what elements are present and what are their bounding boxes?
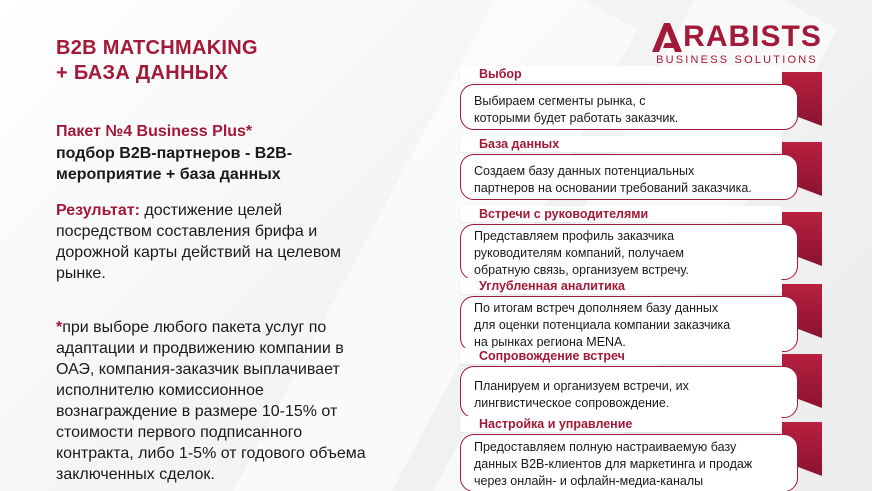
step-description bbox=[460, 366, 798, 418]
package-description-line: мероприятие + база данных bbox=[56, 166, 281, 183]
step-description bbox=[460, 224, 798, 280]
step-line: на рынках региона MENA. bbox=[474, 334, 626, 349]
logo-text: RABISTS bbox=[683, 20, 822, 53]
result-block bbox=[56, 200, 396, 284]
step-line: лингвистическое сопровождение. bbox=[474, 395, 670, 410]
footnote-line: исполнителю комиссионное bbox=[56, 382, 264, 399]
step-line: которыми будет работать заказчик. bbox=[474, 110, 679, 125]
step-title: Встречи с руководителями bbox=[460, 206, 782, 222]
step-description bbox=[460, 84, 798, 130]
footnote-line: адаптации и продвижению компании в bbox=[56, 340, 344, 357]
footnote-line: заключенных сделок. bbox=[56, 466, 215, 483]
footnote-line: вознаграждение в размере 10-15% от bbox=[56, 403, 338, 420]
footnote-line: стоимости первого подписанного bbox=[56, 424, 303, 441]
result-line: дорожной карты действий на целевом bbox=[56, 244, 342, 261]
package-title: Пакет №4 Business Plus* bbox=[56, 123, 253, 140]
step-line: Выбираем сегменты рынка, с bbox=[474, 93, 646, 108]
company-logo bbox=[652, 22, 822, 66]
step-line: партнеров на основании требований заказчика. bbox=[474, 180, 752, 195]
step-line: По итогам встреч дополняем базу данных bbox=[474, 300, 719, 315]
step-line: через онлайн- и офлайн-медиа-каналы bbox=[474, 473, 704, 488]
step-line: Представляем профиль заказчика bbox=[474, 228, 675, 243]
footnote-block bbox=[56, 317, 406, 485]
step-title: Настройка и управление bbox=[460, 416, 782, 432]
footnote-line: ОАЭ, компания-заказчик выплачивает bbox=[56, 361, 340, 378]
result-line: рынке. bbox=[56, 265, 106, 282]
result-text: достижение целей bbox=[139, 202, 283, 219]
package-description-line: подбор B2B-партнеров - B2B- bbox=[56, 145, 293, 162]
footnote-star: * bbox=[56, 319, 63, 336]
page-title-line: B2B MATCHMAKING bbox=[56, 37, 258, 59]
step-line: руководителям компаний, получаем bbox=[474, 245, 685, 260]
step-line: данных B2B-клиентов для маркетинга и продаж bbox=[474, 456, 753, 471]
package-description bbox=[56, 143, 356, 185]
step-description bbox=[460, 296, 798, 352]
page-title bbox=[56, 36, 258, 86]
step-title: Выбор bbox=[460, 66, 782, 82]
step-line: обратную связь, организуем встречу. bbox=[474, 262, 689, 277]
step-description bbox=[460, 154, 798, 200]
step-line: Планируем и организуем встречи, их bbox=[474, 378, 689, 393]
step-line: Создаем базу данных потенциальных bbox=[474, 163, 695, 178]
result-line: посредством составления брифа и bbox=[56, 223, 318, 240]
page-title-line: + БАЗА ДАННЫХ bbox=[56, 62, 229, 84]
package-block bbox=[56, 121, 356, 185]
step-title: Сопровождение встреч bbox=[460, 348, 782, 364]
footnote-line: контракта, либо 1-5% от годового объема bbox=[56, 445, 366, 462]
step-title: База данных bbox=[460, 136, 782, 152]
step-title: Углубленная аналитика bbox=[460, 278, 782, 294]
step-description bbox=[460, 434, 798, 491]
step-line: Предоставляем полную настраиваемую базу bbox=[474, 439, 737, 454]
logo-a-icon bbox=[652, 23, 682, 52]
result-label: Результат: bbox=[56, 202, 140, 219]
logo-subtitle: BUSINESS SOLUTIONS bbox=[656, 54, 818, 66]
step-line: для оценки потенциала компании заказчика bbox=[474, 317, 731, 332]
footnote-text: при выборе любого пакета услуг по bbox=[62, 319, 327, 336]
